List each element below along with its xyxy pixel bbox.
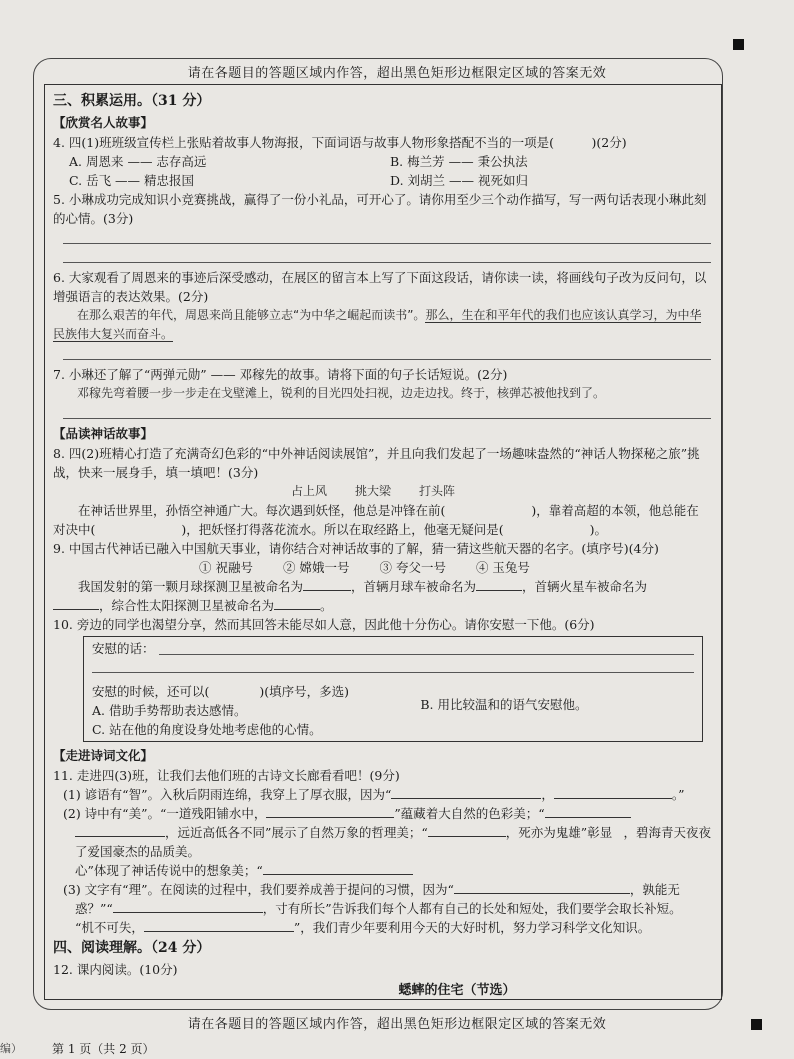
q9-option-1: ① 祝融号 <box>199 560 253 575</box>
q8-text-5: )。 <box>589 522 608 537</box>
q9-stem: 9. 中国古代神话已融入中国航天事业，请你结合对神话故事的了解，猜一猜这些航天器的名字。(填序号)(4分) <box>53 541 659 556</box>
q11-p1-text-2: ， <box>541 787 554 802</box>
q10-option-b[interactable]: B. 用比较温和的语气安慰他。 <box>420 697 588 712</box>
q10-stem: 10. 旁边的同学也渴望分享，然而其回答未能尽如人意，因此他十分伤心。请你安慰一下他。(6分) <box>53 617 595 632</box>
q10-words-row <box>92 639 694 658</box>
q8-paragraph-cont <box>53 520 711 539</box>
section3-title: 三、积累运用。（31 分） <box>53 93 211 109</box>
q6-text-underlined: 那么，生在和平年代的我们也应该认真学习，为中华民族伟大复兴而奋斗。 <box>53 308 702 341</box>
q11-p1-text-3: 。” <box>671 787 685 802</box>
q11-blank-6[interactable] <box>428 823 506 837</box>
q11-blank-5[interactable] <box>75 823 165 837</box>
q11-p3-text-2: ，孰能无 <box>629 882 680 897</box>
q11-p2-text-2: ”蕴藏着大自然的色彩美；“ <box>394 806 545 821</box>
q9-blank-1[interactable] <box>303 577 351 591</box>
q11-part3-end <box>53 918 711 937</box>
answer-region <box>44 84 722 1000</box>
q7-stem: 7. 小琳还了解了“两弹元勋” —— 邓稼先的故事。请将下面的句子长话短说。(2分) <box>53 367 508 382</box>
q7-answer-line[interactable] <box>63 405 711 419</box>
q11-blank-3[interactable] <box>266 804 394 818</box>
footer-note: 请在各题目的答题区域内作答，超出黑色矩形边框限定区域的答案无效 <box>187 1017 607 1032</box>
q11-p3-text-5: “机不可失， <box>75 920 144 935</box>
section4-title: 四、阅读理解。（24 分） <box>53 940 211 956</box>
header-note: 请在各题目的答题区域内作答，超出黑色矩形边框限定区域的答案无效 <box>187 66 607 81</box>
q11-part2-end <box>53 861 711 880</box>
q8-text-4: )，把妖怪打得落花流水。所以在取经路上，他毫无疑问是( <box>181 522 504 537</box>
q5-stem: 5. 小琳成功完成知识小竞赛挑战，赢得了一份小礼品，可开心了。请你用至少三个动作描写，写一两句话表现小琳此刻的心情。(3分) <box>53 192 707 226</box>
q11-blank-1[interactable] <box>391 785 541 799</box>
q4-option-a[interactable]: A. 周恩来 —— 志存高远 <box>69 154 207 169</box>
q11-p3-text-6: ”，我们青少年要利用今天的大好时机，努力学习科学文化知识。 <box>293 920 651 935</box>
q6-answer-line[interactable] <box>63 346 711 360</box>
q11-blank-8[interactable] <box>454 880 630 894</box>
q11-stem: 11. 走进四(3)班，让我们去他们班的古诗文长廊看看吧！(9分) <box>53 768 400 783</box>
subsection-poetry-culture: 【走进诗词文化】 <box>53 748 154 763</box>
q10-options <box>92 697 694 720</box>
q8-text-1: 在神话世界里，孙悟空神通广大。每次遇到妖怪，他总是冲锋在前( <box>78 503 446 518</box>
q11-blank-10[interactable] <box>144 918 294 932</box>
q9-text-1: 我国发射的第一颗月球探测卫星被命名为 <box>78 579 304 594</box>
q10-words-label: 安慰的话： <box>92 641 155 656</box>
q9-text-5: 。 <box>320 598 333 613</box>
q11-blank-9[interactable] <box>113 899 263 913</box>
q7-passage: 邓稼先弯着腰一步一步走在戈壁滩上，锐利的目光四处扫视，边走边找。终于，核弹芯被他找到了。 <box>77 386 606 400</box>
q11-p1-text-1: (1) 谚语有“智”。入秋后阴雨连绵，我穿上了厚衣服，因为“ <box>63 787 392 802</box>
q5-answer-line-2[interactable] <box>63 249 711 263</box>
q11-p3-text-4: ，寸有所长”告诉我们每个人都有自己的长处和短处，我们要学会取长补短。 <box>262 901 682 916</box>
q11-part2-cont <box>53 823 711 861</box>
q10-words-line-2[interactable] <box>92 660 694 673</box>
edge-tag: 编） <box>0 1042 22 1055</box>
q8-paragraph <box>53 501 711 520</box>
q11-part3 <box>53 880 711 899</box>
q9-text-4: ，综合性太阳探测卫星被命名为 <box>99 598 275 613</box>
q9-option-2: ② 嫦娥一号 <box>282 560 350 575</box>
q11-p2-text-1: (2) 诗中有“美”。“一道残阳铺水中， <box>63 806 267 821</box>
q8-text-3: 对决中( <box>53 522 96 537</box>
q11-blank-7[interactable] <box>263 861 413 875</box>
q11-p2-text-3: ，碧海青天夜夜 <box>623 825 711 840</box>
q9-text-2: ，首辆月球车被命名为 <box>351 579 477 594</box>
q4-option-c[interactable]: C. 岳飞 —— 精忠报国 <box>69 173 195 188</box>
q9-text-3: ，首辆火星车被命名为 <box>522 579 648 594</box>
q9-sentence-cont <box>53 596 711 615</box>
q11-p3-text-1: (3) 文字有“理”。在阅读的过程中，我们要养成善于提问的习惯，因为“ <box>63 882 454 897</box>
q10-option-a[interactable]: A. 借助手势帮助表达感情。 <box>92 703 247 718</box>
q9-blank-3[interactable] <box>53 596 99 610</box>
q4-option-d[interactable]: D. 刘胡兰 —— 视死如归 <box>390 173 528 188</box>
q4-options <box>53 152 711 190</box>
q11-p2-text-5: ，死亦为鬼雄”彰显了爱国豪杰的品质美。 <box>75 825 613 859</box>
q9-blank-2[interactable] <box>476 577 522 591</box>
q11-p2-text-4: ，远近高低各不同”展示了自然万象的哲理美；“ <box>165 825 428 840</box>
q8-stem: 8. 四(2)班精心打造了充满奇幻色彩的“中外神话阅读展馆”，并且向我们发起了一场趣味盎然的“神话人物探秘之旅”挑战，快来一展身手，填一填吧！(3分) <box>53 446 700 480</box>
q6-passage <box>53 306 711 344</box>
q4-stem: 4. 四(1)班班级宣传栏上张贴着故事人物海报，下面词语与故事人物形象搭配不当的一项是( )(2分) <box>53 135 627 150</box>
q8-text-2: )，靠着高超的本领，他总能在 <box>531 503 699 518</box>
q11-part2 <box>53 804 711 823</box>
q8-word-bank <box>53 482 711 501</box>
q4-option-b[interactable]: B. 梅兰芳 —— 秉公执法 <box>390 154 528 169</box>
q8-word-3: 打头阵 <box>419 484 456 498</box>
q10-time-label: 安慰的时候，还可以( )(填序号，多选) <box>92 684 350 699</box>
q11-blank-4[interactable] <box>545 804 631 818</box>
q11-p3-text-3: 惑？”“ <box>75 901 113 916</box>
subsection-myth-stories: 【品读神话故事】 <box>53 426 154 441</box>
q9-option-3: ③ 夸父一号 <box>379 560 446 575</box>
q9-option-4: ④ 玉兔号 <box>475 560 530 575</box>
q6-text-plain: 在那么艰苦的年代，周恩来尚且能够立志“为中华之崛起而读书”。 <box>77 308 426 322</box>
q11-p2-text-6: 心”体现了神话传说中的想象美；“ <box>75 863 263 878</box>
q11-blank-2[interactable] <box>554 785 672 799</box>
reading-title: 蟋蟀的住宅（节选） <box>398 983 516 998</box>
subsection-famous-stories: 【欣赏名人故事】 <box>53 115 154 130</box>
q8-word-1: 占上风 <box>291 484 328 498</box>
q10-answer-box <box>83 636 703 742</box>
q9-options <box>53 558 711 577</box>
q11-part3-cont <box>53 899 711 918</box>
q10-option-c[interactable]: C. 站在他的角度设身处地考虑他的心情。 <box>92 722 322 737</box>
q12-stem: 12. 课内阅读。(10分) <box>53 962 178 977</box>
q9-sentence <box>53 577 711 596</box>
registration-mark-top <box>733 39 744 50</box>
q5-answer-line-1[interactable] <box>63 230 711 244</box>
q8-word-2: 挑大梁 <box>355 484 392 498</box>
q11-part1 <box>53 785 711 804</box>
q9-blank-4[interactable] <box>274 596 320 610</box>
q10-words-line-1[interactable] <box>159 642 694 655</box>
page-number: 第 1 页（共 2 页） <box>52 1042 155 1056</box>
q6-stem: 6. 大家观看了周恩来的事迹后深受感动，在展区的留言本上写了下面这段话，请你读一读，将画线句子改为反问句，以增强语言的表达效果。(2分) <box>53 270 707 304</box>
